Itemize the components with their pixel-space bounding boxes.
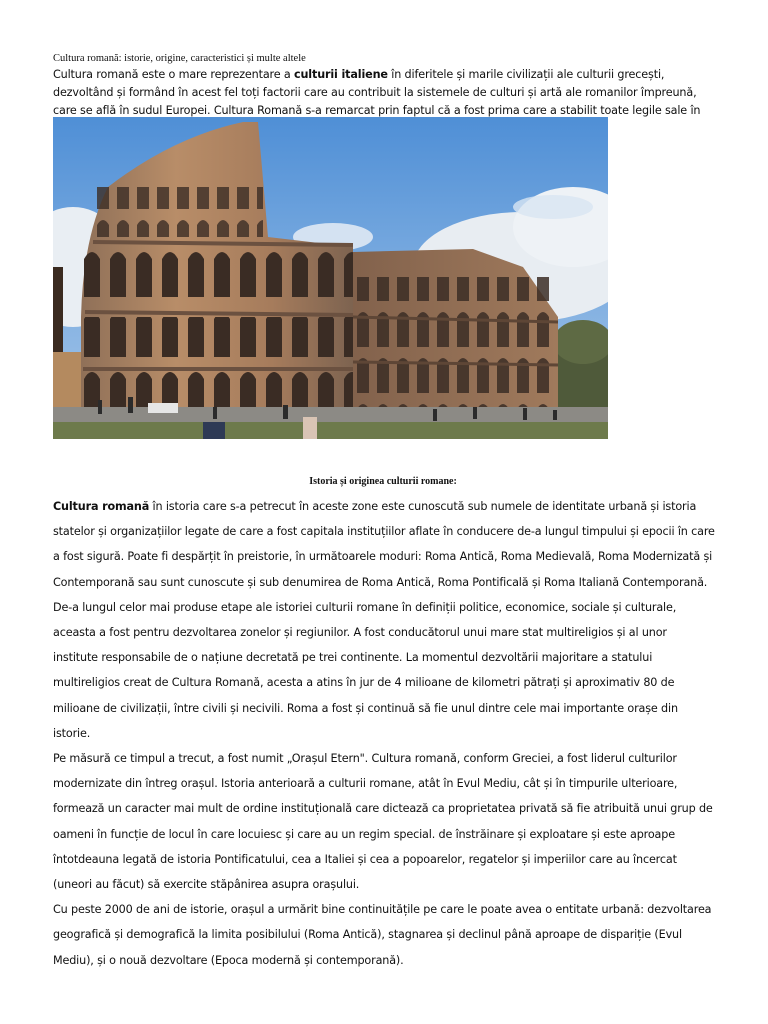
paragraph-3-text: Pe măsură ce timpul a trecut, a fost numit „Orașul Etern". Cultura romană, conform Greciei, a fost liderul culturilor modernizate din întreg orașul. Istoria anterioară a culturii romane, atât în Evul Mediu, cât și în timpurile ulterioare, formează un caracter mai mult de ordine instituțională care dictează ca proprietatea privată să fie atribuită unui grup de oameni în funcție de locul în care locuiesc și care au un regim special. de înstrăinare și exploatare și este aproape întotdeauna legată de istoria Pontificatului, cea a Italiei și cea a popoarelor, regatelor și imperiilor care au încercat (uneori au făcut) să exercite stăpânirea asupra orașului.	[53, 752, 713, 892]
paragraph-1	[53, 494, 715, 595]
intro-text-end: în diferitele și marile civilizații ale culturii grecești, dezvoltând și formând în acest fel toți factorii care au contribuit la sistemele de culturi și artă ale romanilor împreună, care se află în sudul Europei. Cultura Romană s-a remarcat prin faptul că a fost prima care a stabilit toate legile sale în	[53, 68, 701, 117]
paragraph-1-text: în istoria care s-a petrecut în aceste zone este cunoscută sub numele de identitate urbană și istoria statelor și organizațiilor legate de care a fost capitala instituțiilor aflate în conducere de-a lungul timpului și epocii în care a fost sigură. Poate fi despărțit în preistorie, în următoarele moduri: Roma Antică, Roma Medievală, Roma Modernizată și Contemporană sau sunt cunoscute și sub denumirea de Roma Antică, Roma Pontificală și Roma Italiană Contemporană.	[53, 500, 715, 589]
document-title: Cultura romană: istorie, origine, caracteristici și multe altele	[53, 53, 306, 64]
colosseum-photo	[53, 117, 608, 439]
document-page	[53, 52, 715, 967]
body-text	[53, 494, 715, 973]
section-heading: Istoria și originea culturii romane:	[309, 476, 457, 487]
paragraph-2	[53, 595, 715, 746]
intro-bold-phrase: culturii italiene	[294, 68, 388, 81]
intro-text-start: Cultura romană este o mare reprezentare a	[53, 68, 295, 81]
paragraph-2-text: De-a lungul celor mai produse etape ale istoriei culturii romane în definiții politice, economice, sociale și culturale, aceasta a fost pentru dezvoltarea zonelor și regiunilor. A fost conducătorul unui mare stat multireligios și al unor institute responsabile de o națiune decretată pe trei continente. La momentul dezvoltării majoritare a statului multireligios creat de Cultura Romană, acesta a atins în jur de 4 milioane de kilometri pătrați și aproximativ 80 de milioane de civilizații, între civili și necivili. Roma a fost și continuă să fie unul dintre cele mai importante orașe din istorie.	[53, 600, 678, 740]
paragraph-1-bold: Cultura romană	[53, 500, 150, 513]
paragraph-3	[53, 746, 715, 897]
paragraph-4	[53, 897, 715, 973]
paragraph-4-text: Cu peste 2000 de ani de istorie, orașul a urmărit bine continuitățile pe care le poate avea o entitate urbană: dezvoltarea geografică și demografică la limita posibilului (Roma Antică), stagnarea și declinul până aproape de dispariție (Evul Mediu), și o nouă dezvoltare (Epoca modernă și contemporană).	[53, 903, 712, 967]
